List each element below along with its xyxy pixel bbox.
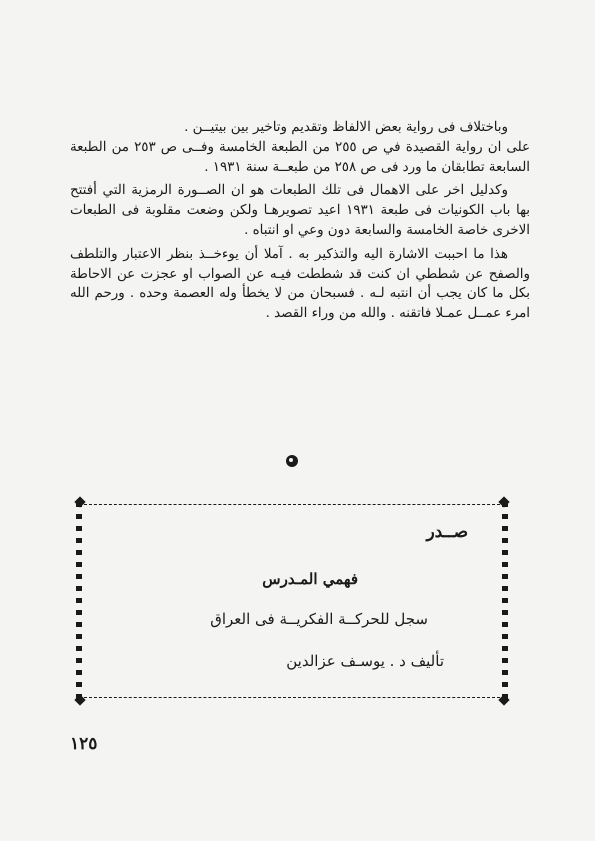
paragraph-4: هذا ما احببت الاشارة اليه والتذكير به . آملا أن يوءخــذ بنظر الاعتبار والتلطف والصفح عن شططي ان كنت قد شططت فيـه عن الصواب او عجزت عن الاحاطة بكل ما كان يجب أن انتبه لـه . فسبحان من لا يخطأ وله العصمة وحده . ورحم الله امرء عمــل عمـلا فاتقنه . والله من وراء القصد .	[70, 246, 530, 322]
book-title: سجل للحركــة الفكريــة فى العراق	[210, 610, 428, 628]
box-side-right	[502, 502, 508, 700]
ornament-icon	[286, 455, 298, 467]
paragraph-3: وكدليل اخر على الاهمال فى تلك الطبعات هو ان الصــورة الرمزية التي أفتتح بها باب الكونيات فى طبعة ١٩٣١ اعيد تصويرهـا ولكن وضعت مقلوبة فى الطبعات الاخرى خاصة الخامسة والسابعة دون وعي او انتباه .	[70, 183, 530, 238]
book-author-name: فهمي المـدرس	[262, 570, 358, 588]
box-heading: صــدر	[426, 522, 468, 542]
book-credit: تأليف د . يوسـف عزالدين	[286, 652, 444, 670]
paragraph-1: وباختلاف فى رواية بعض الالفاظ وتقديم وتاخير بين بيتيــن .	[184, 120, 508, 135]
paragraph-2: على ان رواية القصيدة في ص ٢٥٥ من الطبعة الخامسة وفــى ص ٢٥٣ من الطبعة السابعة تطابقان ما ورد فى ص ٢٥٨ من طبعــة سنة ١٩٣١ .	[70, 139, 530, 175]
page-number: ١٢٥	[70, 734, 98, 754]
announcement-box	[76, 496, 508, 706]
body-text	[70, 118, 530, 324]
box-side-left	[76, 502, 82, 700]
